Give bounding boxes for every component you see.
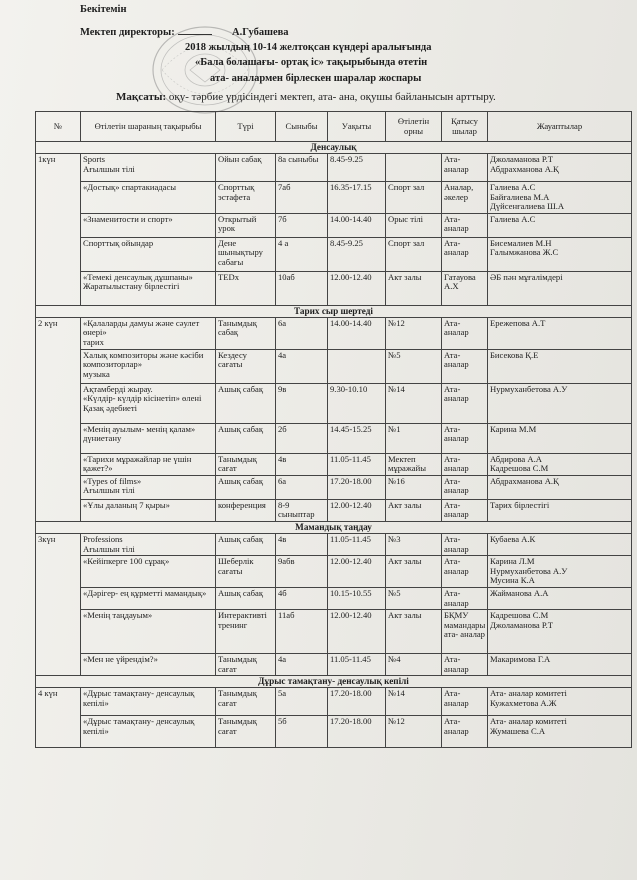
responsible-cell: Карина М.М bbox=[488, 423, 632, 453]
plan-table bbox=[35, 111, 632, 748]
grade-cell: 2б bbox=[276, 423, 328, 453]
place-cell: №16 bbox=[386, 475, 442, 499]
time-cell: 17.20-18.00 bbox=[328, 475, 386, 499]
time-cell: 12.00-12.40 bbox=[328, 556, 386, 588]
col-header-time: Уақыты bbox=[328, 112, 386, 142]
topic-cell: «Менің ауылым- менің қалам» дүниетану bbox=[81, 423, 216, 453]
participants-cell: Ата- аналар bbox=[442, 587, 488, 609]
place-cell bbox=[386, 154, 442, 182]
table-row bbox=[36, 499, 632, 521]
type-cell: Дене шынықтыру сабағы bbox=[216, 237, 276, 271]
goal-label: Мақсаты: bbox=[116, 91, 167, 103]
participants-cell: Ата- аналар bbox=[442, 499, 488, 521]
grade-cell: 10аб bbox=[276, 271, 328, 305]
topic-cell: «Тарихи мұражайлар не үшін қажет?» bbox=[81, 453, 216, 475]
participants-cell: Ата- аналар bbox=[442, 654, 488, 676]
section-title: Денсаулық bbox=[36, 142, 632, 154]
type-cell: Ашық сабақ bbox=[216, 475, 276, 499]
topic-cell: «Менің таңдауым» bbox=[81, 610, 216, 654]
table-row bbox=[36, 654, 632, 676]
place-cell: Спорт зал bbox=[386, 182, 442, 214]
table-row bbox=[36, 213, 632, 237]
grade-cell: 7б bbox=[276, 213, 328, 237]
topic-cell: «Дұрыс тамақтану- денсаулық кепілі» bbox=[81, 688, 216, 716]
type-cell: конференция bbox=[216, 499, 276, 521]
topic-cell: Халық композиторы және кәсіби композиторлар» музыка bbox=[81, 349, 216, 383]
time-cell: 14.00-14.40 bbox=[328, 317, 386, 349]
col-header-type: Түрі bbox=[216, 112, 276, 142]
responsible-cell: Бисемалиев М.Н Галымжанова Ж.С bbox=[488, 237, 632, 271]
section-title-row bbox=[36, 676, 632, 688]
type-cell: Кездесу сағаты bbox=[216, 349, 276, 383]
section-title-row bbox=[36, 305, 632, 317]
table-row bbox=[36, 610, 632, 654]
table-row bbox=[36, 317, 632, 349]
topic-cell: «Дәрігер- ең құрметті мамандық» bbox=[81, 587, 216, 609]
place-cell: №14 bbox=[386, 383, 442, 423]
table-row bbox=[36, 383, 632, 423]
type-cell: Ашық сабақ bbox=[216, 533, 276, 555]
participants-cell: Ата- аналар bbox=[442, 556, 488, 588]
place-cell: №12 bbox=[386, 716, 442, 748]
place-cell: №4 bbox=[386, 654, 442, 676]
table-row bbox=[36, 182, 632, 214]
grade-cell: 4в bbox=[276, 453, 328, 475]
day-cell: 1күн bbox=[36, 154, 81, 306]
responsible-cell: Жайманова А.А bbox=[488, 587, 632, 609]
col-header-participants: Қатысу шылар bbox=[442, 112, 488, 142]
section-title: Мамандық таңдау bbox=[36, 521, 632, 533]
director-name: А.Губашева bbox=[232, 27, 289, 38]
participants-cell: Ата- аналар bbox=[442, 349, 488, 383]
table-row bbox=[36, 475, 632, 499]
type-cell: TEDx bbox=[216, 271, 276, 305]
participants-cell: Ата- аналар bbox=[442, 453, 488, 475]
grade-cell: 9абв bbox=[276, 556, 328, 588]
time-cell bbox=[328, 349, 386, 383]
responsible-cell: Тарих бірлестігі bbox=[488, 499, 632, 521]
grade-cell: 9в bbox=[276, 383, 328, 423]
type-cell: Танымдық сағат bbox=[216, 716, 276, 748]
responsible-cell: Ата- аналар комитеті Кужахметова А.Ж bbox=[488, 688, 632, 716]
responsible-cell: Галиева А.С bbox=[488, 213, 632, 237]
time-cell: 12.00-12.40 bbox=[328, 610, 386, 654]
time-cell: 12.00-12.40 bbox=[328, 271, 386, 305]
responsible-cell: Кадрешова С.М Джоламанова Р.Т bbox=[488, 610, 632, 654]
type-cell: Ашық сабақ bbox=[216, 423, 276, 453]
table-row bbox=[36, 556, 632, 588]
topic-cell: «Ұлы даланың 7 қыры» bbox=[81, 499, 216, 521]
topic-cell: «Мен не үйрендім?» bbox=[81, 654, 216, 676]
title-line-1: 2018 жылдың 10-14 желтоқсан күндері аралығында bbox=[185, 42, 432, 53]
time-cell: 14.45-15.25 bbox=[328, 423, 386, 453]
type-cell: Ашық сабақ bbox=[216, 383, 276, 423]
responsible-cell: Ата- аналар комитеті Жумашева С.А bbox=[488, 716, 632, 748]
title-line-3: ата- аналармен бірлескен шаралар жоспары bbox=[210, 73, 422, 84]
grade-cell: 6а bbox=[276, 475, 328, 499]
place-cell: №3 bbox=[386, 533, 442, 555]
type-cell: Танымдық сағат bbox=[216, 453, 276, 475]
day-cell: 3күн bbox=[36, 533, 81, 675]
participants-cell: Ата- аналар bbox=[442, 475, 488, 499]
topic-cell: «Қалаларды дамуы және сәулет өнері» тарих bbox=[81, 317, 216, 349]
table-header-row bbox=[36, 112, 632, 142]
participants-cell: Ата- аналар bbox=[442, 213, 488, 237]
section-title: Тарих сыр шертеді bbox=[36, 305, 632, 317]
grade-cell: 6а bbox=[276, 317, 328, 349]
responsible-cell: Абдирова А.А Кадрешова С.М bbox=[488, 453, 632, 475]
goal-line bbox=[116, 91, 496, 103]
type-cell: Ашық сабақ bbox=[216, 587, 276, 609]
type-cell: Танымдық сағат bbox=[216, 654, 276, 676]
day-cell: 2 күн bbox=[36, 317, 81, 521]
participants-cell: Ата- аналар bbox=[442, 716, 488, 748]
participants-cell: Ата- аналар bbox=[442, 237, 488, 271]
time-cell: 11.05-11.45 bbox=[328, 533, 386, 555]
grade-cell: 4 а bbox=[276, 237, 328, 271]
place-cell: Акт залы bbox=[386, 499, 442, 521]
grade-cell: 5а bbox=[276, 688, 328, 716]
topic-cell: «Знаменитости и спорт» bbox=[81, 213, 216, 237]
responsible-cell: Джоламанова Р.Т Абдрахманова А.Қ bbox=[488, 154, 632, 182]
type-cell: Интерактивті тренинг bbox=[216, 610, 276, 654]
grade-cell: 7аб bbox=[276, 182, 328, 214]
time-cell: 14.00-14.40 bbox=[328, 213, 386, 237]
responsible-cell: ӘБ пән мұғалімдері bbox=[488, 271, 632, 305]
time-cell: 12.00-12.40 bbox=[328, 499, 386, 521]
participants-cell: Ата- аналар bbox=[442, 688, 488, 716]
type-cell: Ойын сабақ bbox=[216, 154, 276, 182]
place-cell: №5 bbox=[386, 587, 442, 609]
place-cell: №12 bbox=[386, 317, 442, 349]
day-cell: 4 күн bbox=[36, 688, 81, 748]
responsible-cell: Абдрахманова А.Қ bbox=[488, 475, 632, 499]
grade-cell: 5б bbox=[276, 716, 328, 748]
type-cell: Шеберлік сағаты bbox=[216, 556, 276, 588]
place-cell: №14 bbox=[386, 688, 442, 716]
col-header-place: Өтілетін орны bbox=[386, 112, 442, 142]
place-cell: Мектеп мұражайы bbox=[386, 453, 442, 475]
section-title-row bbox=[36, 142, 632, 154]
place-cell: Акт залы bbox=[386, 610, 442, 654]
col-header-topic: Өтілетін шараның тақырыбы bbox=[81, 112, 216, 142]
time-cell: 16.35-17.15 bbox=[328, 182, 386, 214]
responsible-cell: Нурмуханбетова А.У bbox=[488, 383, 632, 423]
participants-cell: Гатауова А.Х bbox=[442, 271, 488, 305]
section-title: Дұрыс тамақтану- денсаулық кепілі bbox=[36, 676, 632, 688]
time-cell: 8.45-9.25 bbox=[328, 237, 386, 271]
grade-cell: 11аб bbox=[276, 610, 328, 654]
responsible-cell: Кубаева А.К bbox=[488, 533, 632, 555]
table-row bbox=[36, 154, 632, 182]
goal-text: оқу- тәрбие үрдісіндегі мектеп, ата- ана, оқушы байланысын арттыру. bbox=[168, 91, 496, 103]
topic-cell: Sports Ағылшын тілі bbox=[81, 154, 216, 182]
place-cell: Спорт зал bbox=[386, 237, 442, 271]
participants-cell: Аналар, әкелер bbox=[442, 182, 488, 214]
table-row bbox=[36, 349, 632, 383]
table-row bbox=[36, 716, 632, 748]
participants-cell: Ата- аналар bbox=[442, 317, 488, 349]
responsible-cell: Макаримова Г.А bbox=[488, 654, 632, 676]
participants-cell: Ата- аналар bbox=[442, 383, 488, 423]
grade-cell: 4б bbox=[276, 587, 328, 609]
col-header-number: № bbox=[36, 112, 81, 142]
table-row bbox=[36, 587, 632, 609]
topic-cell: «Кейіпкерге 100 сұрақ» bbox=[81, 556, 216, 588]
topic-cell: «Types of films» Ағылшын тілі bbox=[81, 475, 216, 499]
time-cell: 17.20-18.00 bbox=[328, 716, 386, 748]
director-label: Мектеп директоры: bbox=[80, 27, 175, 38]
participants-cell: Ата- аналар bbox=[442, 154, 488, 182]
table-row bbox=[36, 237, 632, 271]
time-cell: 11.05-11.45 bbox=[328, 654, 386, 676]
col-header-responsible: Жауаптылар bbox=[488, 112, 632, 142]
grade-cell: 8-9 сыныптар bbox=[276, 499, 328, 521]
topic-cell: Professions Ағылшын тілі bbox=[81, 533, 216, 555]
participants-cell: БҚМУ мамандары ата- аналар bbox=[442, 610, 488, 654]
grade-cell: 4в bbox=[276, 533, 328, 555]
topic-cell: Ақтамберді жырау. «Күлдір- күлдір кісінетіп» өлені Қазақ әдебиеті bbox=[81, 383, 216, 423]
responsible-cell: Ережепова А.Т bbox=[488, 317, 632, 349]
table-row bbox=[36, 533, 632, 555]
responsible-cell: Галиева А.С Байғалиева М.А Дүйсенғалиева Ш.А bbox=[488, 182, 632, 214]
time-cell: 10.15-10.55 bbox=[328, 587, 386, 609]
table-row bbox=[36, 271, 632, 305]
type-cell: Танымдық сағат bbox=[216, 688, 276, 716]
topic-cell: «Темекі денсаулық дұшпаны» Жаратылыстану бірлестігі bbox=[81, 271, 216, 305]
place-cell: Орыс тілі bbox=[386, 213, 442, 237]
time-cell: 8.45-9.25 bbox=[328, 154, 386, 182]
grade-cell: 4а bbox=[276, 349, 328, 383]
time-cell: 11.05-11.45 bbox=[328, 453, 386, 475]
responsible-cell: Бисекова Қ.Е bbox=[488, 349, 632, 383]
topic-cell: «Дұрыс тамақтану- денсаулық кепілі» bbox=[81, 716, 216, 748]
type-cell: Спорттық эстафета bbox=[216, 182, 276, 214]
table-row bbox=[36, 423, 632, 453]
topic-cell: Спорттық ойындар bbox=[81, 237, 216, 271]
table-row bbox=[36, 688, 632, 716]
grade-cell: 4а bbox=[276, 654, 328, 676]
type-cell: Открытый урок bbox=[216, 213, 276, 237]
time-cell: 9.30-10.10 bbox=[328, 383, 386, 423]
title-line-2: «Бала болашағы- ортақ іс» тақырыбында өтетін bbox=[195, 57, 428, 68]
place-cell: Акт залы bbox=[386, 556, 442, 588]
signature-line bbox=[178, 34, 212, 35]
responsible-cell: Карина Л.М Нурмуханбетова А.У Мусина К.А bbox=[488, 556, 632, 588]
type-cell: Танымдық сабақ bbox=[216, 317, 276, 349]
place-cell: №5 bbox=[386, 349, 442, 383]
time-cell: 17.20-18.00 bbox=[328, 688, 386, 716]
section-title-row bbox=[36, 521, 632, 533]
place-cell: №1 bbox=[386, 423, 442, 453]
participants-cell: Ата- аналар bbox=[442, 533, 488, 555]
topic-cell: «Достық» спартакиадасы bbox=[81, 182, 216, 214]
grade-cell: 8а сыныбы bbox=[276, 154, 328, 182]
participants-cell: Ата- аналар bbox=[442, 423, 488, 453]
place-cell: Акт залы bbox=[386, 271, 442, 305]
table-row bbox=[36, 453, 632, 475]
col-header-grade: Сыныбы bbox=[276, 112, 328, 142]
approve-label: Бекітемін bbox=[80, 4, 127, 15]
